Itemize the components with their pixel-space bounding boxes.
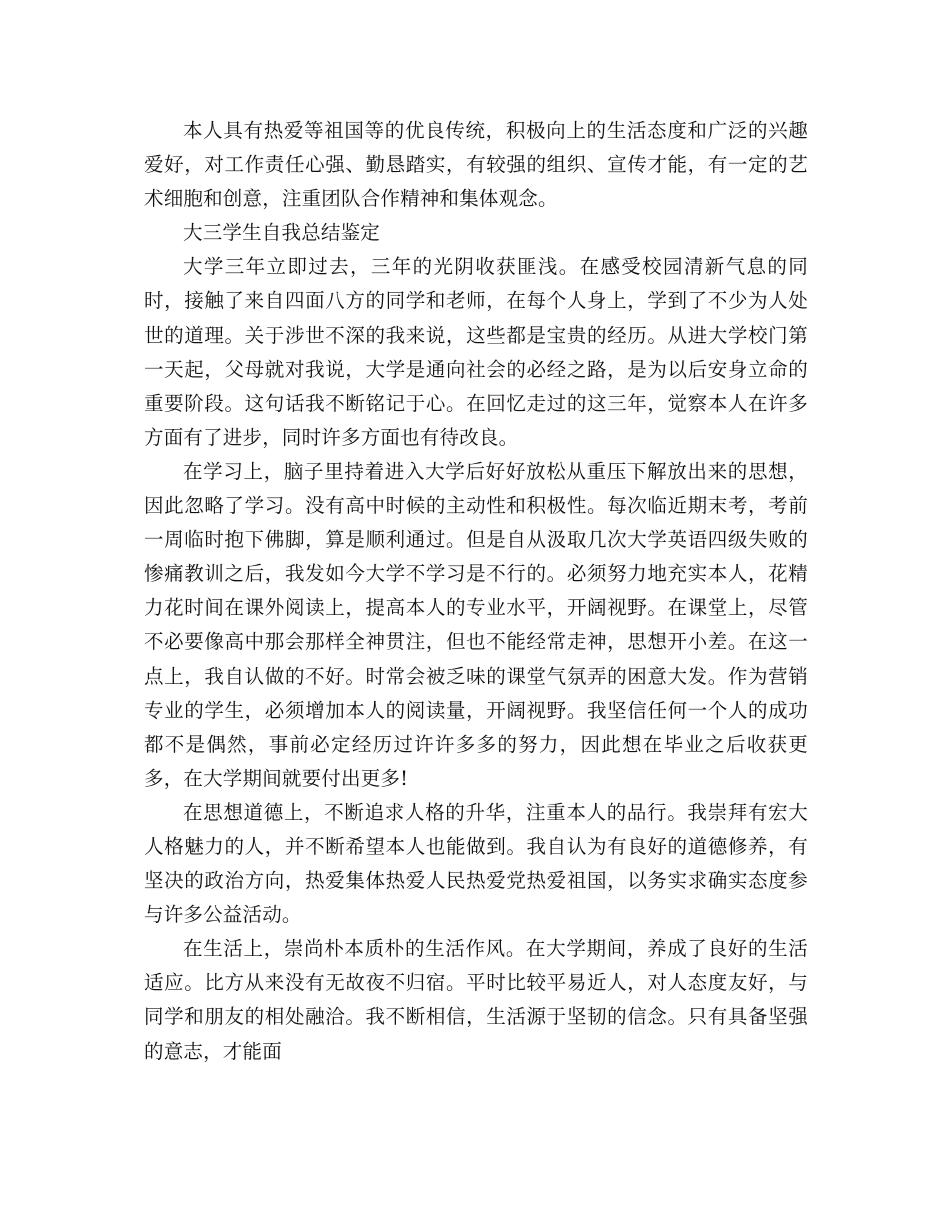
paragraph-life: 在生活上，崇尚朴本质朴的生活作风。在大学期间，养成了良好的生活适应。比方从来没有无故夜不归宿。平时比较平易近人，对人态度友好，与同学和朋友的相处融洽。我不断相信，生活源于坚韧的信念。只有具备坚强的意志，才能面 [144,937,808,1063]
paragraph-self-introduction: 本人具有热爱等祖国等的优良传统，积极向上的生活态度和广泛的兴趣爱好，对工作责任心强、勤恳踏实，有较强的组织、宣传才能，有一定的艺术细胞和创意，注重团队合作精神和集体观念。 [144,119,808,211]
paragraph-study: 在学习上，脑子里持着进入大学后好好放松从重压下解放出来的思想，因此忽略了学习。没有高中时候的主动性和积极性。每次临近期末考，考前一周临时抱下佛脚，算是顺利通过。但是自从汲取几次大学英语四级失败的惨痛教训之后，我发如今大学不学习是不行的。必须努力地充实本人，花精力花时间在课外阅读上，提高本人的专业水平，开阔视野。在课堂上，尽管不必要像高中那会那样全神贯注，但也不能经常走神，思想开小差。在这一点上，我自认做的不好。时常会被乏味的课堂气氛弄的困意大发。作为营销专业的学生，必须增加本人的阅读量，开阔视野。我坚信任何一个人的成功都不是偶然，事前必定经历过许许多多的努力，因此想在毕业之后收获更多，在大学期间就要付出更多! [144,459,808,790]
section-heading: 大三学生自我总结鉴定 [183,221,381,245]
paragraph-three-years: 大学三年立即过去，三年的光阴收获匪浅。在感受校园清新气息的同时，接触了来自四面八方的同学和老师，在每个人身上，学到了不少为人处世的道理。关于涉世不深的我来说，这些都是宝贵的经历。从进大学校门第一天起，父母就对我说，大学是通向社会的必经之路，是为以后安身立命的重要阶段。这句话我不断铭记于心。在回忆走过的这三年，觉察本人在许多方面有了进步，同时许多方面也有待改良。 [144,255,808,449]
paragraph-morality: 在思想道德上，不断追求人格的升华，注重本人的品行。我崇拜有宏大人格魅力的人，并不断希望本人也能做到。我自认为有良好的道德修养，有坚决的政治方向，热爱集体热爱人民热爱党热爱祖国，以务实求确实态度参与许多公益活动。 [144,800,808,927]
document-body [144,114,808,1069]
